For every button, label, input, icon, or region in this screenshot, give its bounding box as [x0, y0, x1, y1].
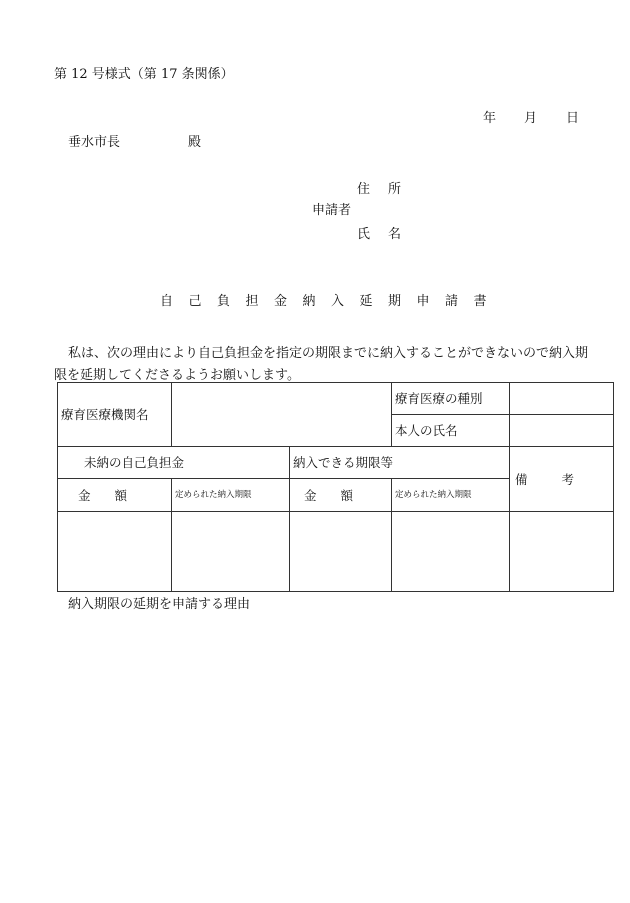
- person-name-input-cell[interactable]: [510, 415, 614, 447]
- institution-input-cell[interactable]: [172, 383, 392, 447]
- document-title: 自己負担金納入延期申請書: [160, 294, 503, 309]
- unpaid-amount-label: 未納の自己負担金: [84, 455, 185, 470]
- applicant-label: 申請者: [312, 203, 352, 218]
- amount-header-1: [58, 479, 172, 512]
- date-year-label: 年: [483, 111, 497, 126]
- amount-header-2: [290, 479, 392, 512]
- deadline-label-1: 定められた納入期限: [175, 489, 252, 500]
- new-deadline-input[interactable]: [392, 512, 510, 592]
- remarks-header: [510, 447, 614, 512]
- reason-label: 納入期限の延期を申請する理由: [68, 597, 251, 612]
- payable-deadline-label: 納入できる期限等: [293, 455, 394, 470]
- deadline-header-2: [392, 479, 510, 512]
- remarks-label: 備考: [514, 471, 608, 487]
- institution-label-cell: [58, 383, 172, 447]
- date-month-label: 月: [524, 111, 538, 126]
- care-type-label: 療育医療の種別: [395, 391, 483, 406]
- institution-label: 療育医療機関名: [61, 407, 149, 422]
- person-name-label: 本人の氏名: [395, 423, 458, 438]
- deadline-header-1: [172, 479, 290, 512]
- request-statement: 私は、次の理由により自己負担金を指定の期限までに納入することができないので納入期限を延期してくださるようお願いします。: [54, 346, 589, 383]
- amount-label-1: 金額: [77, 487, 151, 503]
- original-deadline-input[interactable]: [172, 512, 290, 592]
- care-type-input-cell[interactable]: [510, 383, 614, 415]
- addressee-name: 垂水市長: [68, 135, 121, 150]
- form-number: 第 12 号様式（第 17 条関係）: [54, 67, 234, 82]
- unpaid-amount-input[interactable]: [58, 512, 172, 592]
- deadline-label-2: 定められた納入期限: [395, 489, 472, 500]
- name-label: 氏名: [357, 227, 420, 242]
- person-name-label-cell: [392, 415, 510, 447]
- unpaid-amount-header: [58, 447, 290, 479]
- payable-amount-input[interactable]: [290, 512, 392, 592]
- addressee-suffix: 殿: [188, 135, 202, 150]
- address-label: 住所: [357, 182, 420, 197]
- amount-label-2: 金額: [303, 487, 377, 503]
- payable-deadline-header: [290, 447, 510, 479]
- care-type-label-cell: [392, 383, 510, 415]
- application-table: [57, 382, 614, 592]
- remarks-input[interactable]: [510, 512, 614, 592]
- date-day-label: 日: [566, 111, 580, 126]
